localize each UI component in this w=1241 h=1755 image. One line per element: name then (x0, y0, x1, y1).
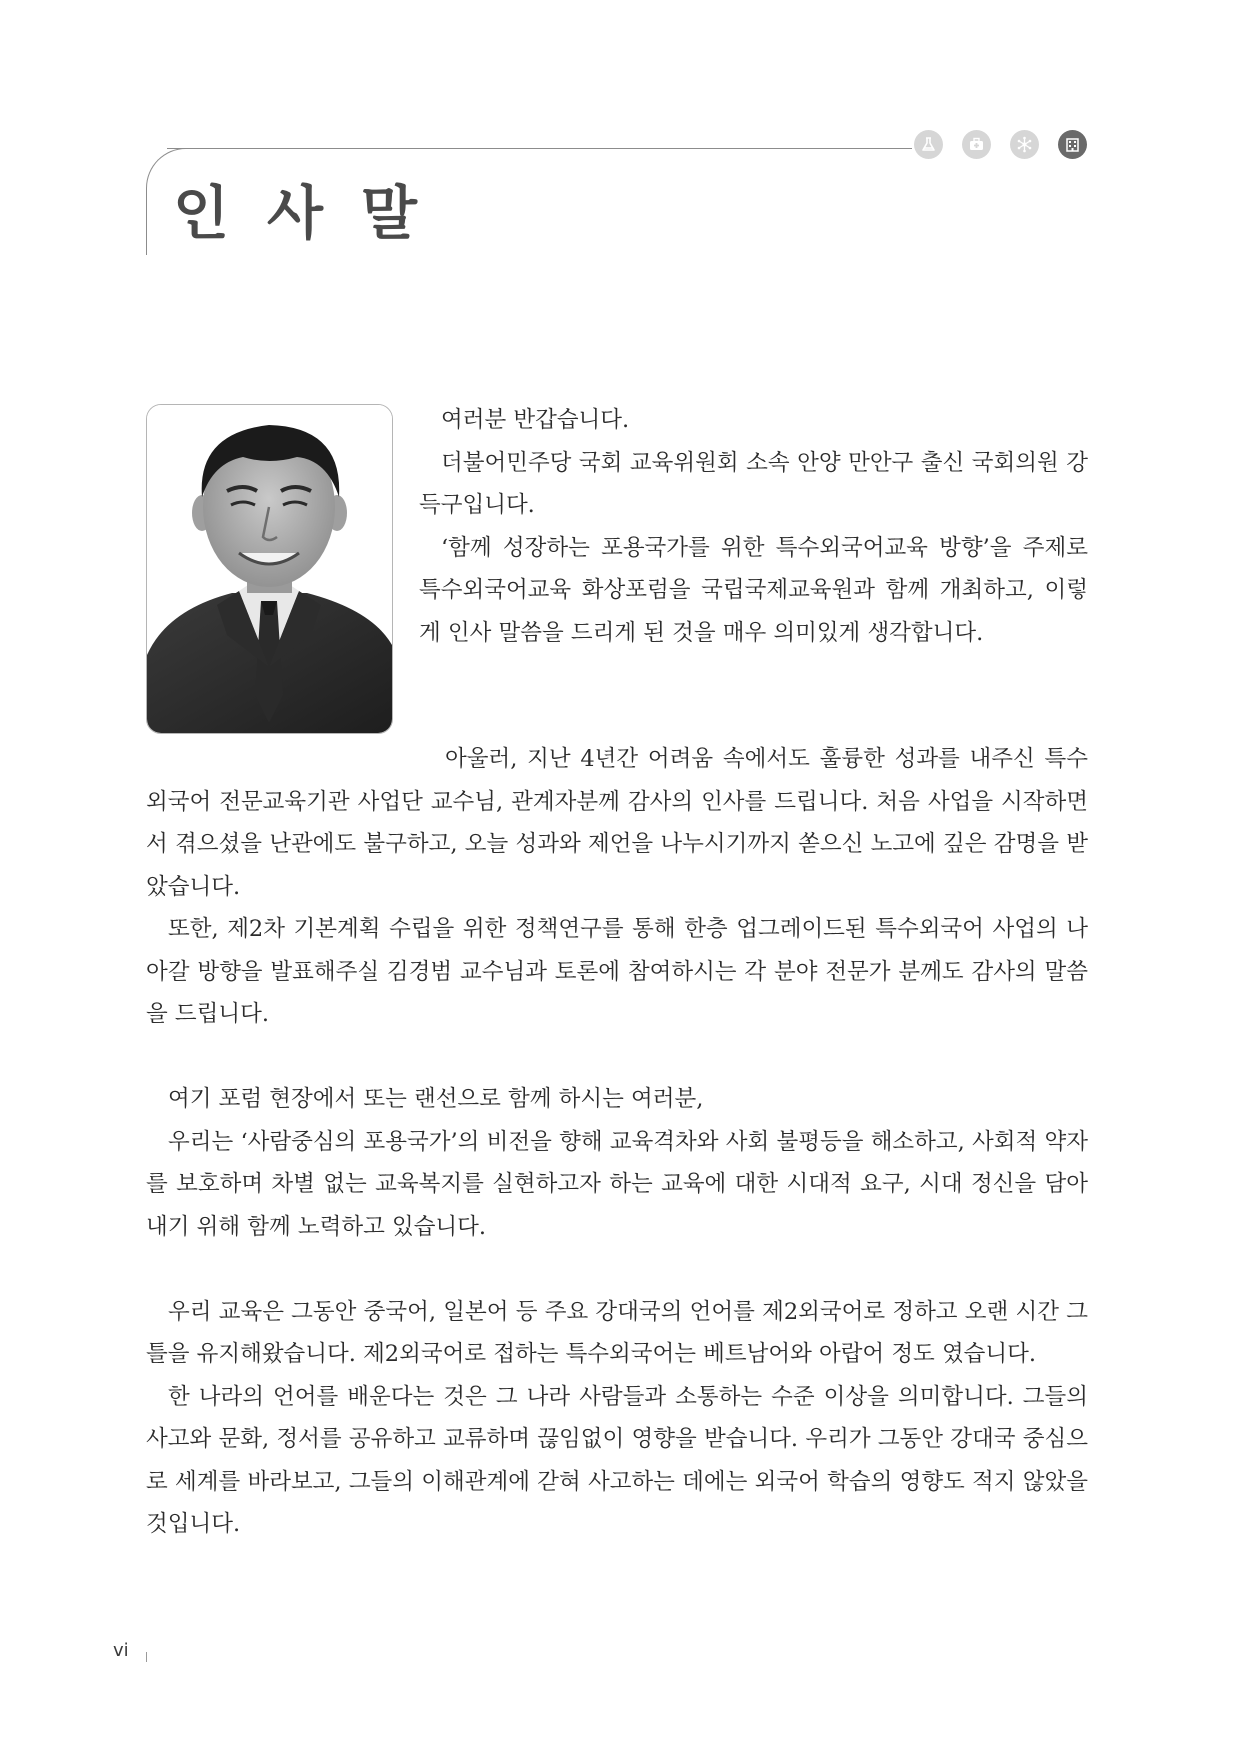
main-text (146, 738, 1088, 1546)
portrait-photo (146, 404, 393, 734)
paragraph-thanks-staff: 아울러, 지난 4년간 어려움 속에서도 훌륭한 성과를 내주신 특수외국어 전문교육기관 사업단 교수님, 관계자분께 감사의 인사를 드립니다. 처음 사업을 시작하면서 겪으셨을 난관에도 불구하고, 오늘 성과와 제언을 나누시기까지 쏟으신 노고에 깊은 감명을 받았습니다. (146, 746, 1088, 900)
intro-text (419, 399, 1088, 654)
paragraph-inclusive-vision: 우리는 ‘사람중심의 포용국가’의 비전을 향해 교육격차와 사회 불평등을 해소하고, 사회적 약자를 보호하며 차별 없는 교육복지를 실현하고자 하는 교육에 대한 시대적 요구, 시대 정신을 담아내기 위해 함께 노력하고 있습니다. (146, 1128, 1088, 1240)
paragraph-forum-topic: ‘함께 성장하는 포용국가를 위한 특수외국어교육 방향’을 주제로 특수외국어교육 화상포럼을 국립국제교육원과 함께 개최하고, 이렇게 인사 말씀을 드리게 된 것을 매우 의미있게 생각합니다. (419, 534, 1088, 646)
paragraph-language-meaning: 한 나라의 언어를 배운다는 것은 그 나라 사람들과 소통하는 수준 이상을 의미합니다. 그들의 사고와 문화, 정서를 공유하고 교류하며 끊임없이 영향을 받습니다. 우리가 그동안 강대국 중심으로 세계를 바라보고, 그들의 이해관계에 갇혀 사고하는 데에는 외국어 학습의 영향도 적지 않았을 것입니다. (146, 1383, 1088, 1537)
medical-kit-icon (962, 130, 991, 159)
building-icon (1058, 130, 1087, 159)
page-number-divider (146, 1652, 147, 1662)
paragraph-second-language: 우리 교육은 그동안 중국어, 일본어 등 주요 강대국의 언어를 제2외국어로 정하고 오랜 시간 그 틀을 유지해왔습니다. 제2외국어로 접하는 특수외국어는 베트남어와 아랍어 정도 였습니다. (146, 1298, 1088, 1367)
paragraph-greeting: 여러분 반갑습니다. (441, 407, 630, 433)
header-icons (914, 130, 1087, 159)
paragraph-thanks-experts: 또한, 제2차 기본계획 수립을 위한 정책연구를 통해 한층 업그레이드된 특수외국어 사업의 나아갈 방향을 발표해주실 김경범 교수님과 토론에 참여하시는 각 분야 전문가 분께도 감사의 말씀을 드립니다. (146, 916, 1088, 1027)
page-title: 인사말 (173, 179, 456, 247)
flask-icon (914, 130, 943, 159)
paragraph-address-audience: 여기 포럼 현장에서 또는 랜선으로 함께 하시는 여러분, (168, 1086, 704, 1112)
network-icon (1010, 130, 1039, 159)
header-rule (167, 148, 912, 149)
page-number: vi (113, 1640, 129, 1661)
paragraph-introduction: 더불어민주당 국회 교육위원회 소속 안양 만안구 출신 국회의원 강득구입니다. (419, 449, 1088, 518)
